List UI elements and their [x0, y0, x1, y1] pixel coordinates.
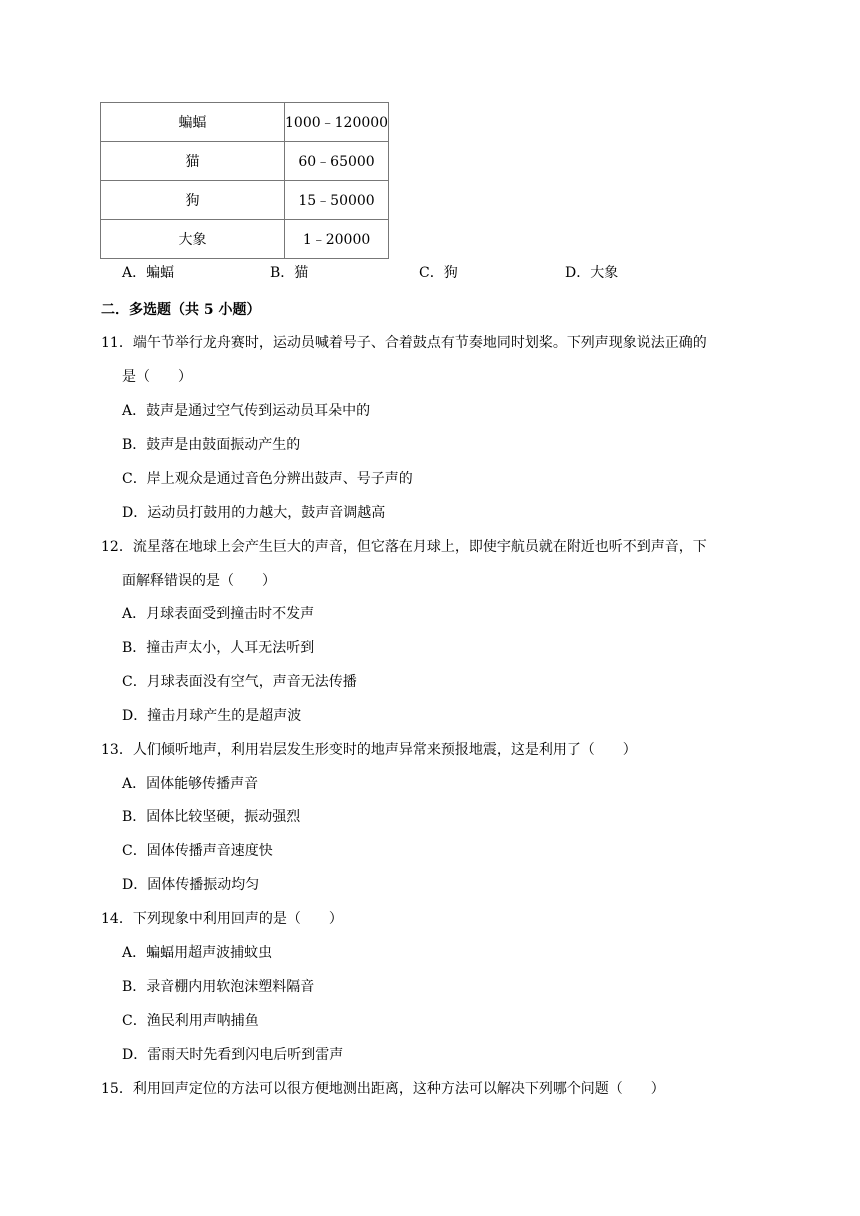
option-d: D．大象	[565, 265, 619, 281]
question-15-stem: 15．利用回声定位的方法可以很方便地测出距离，这种方法可以解决下列哪个问题（ ）	[101, 1081, 665, 1097]
question-12-option-a: A．月球表面受到撞击时不发声	[122, 606, 315, 622]
question-14-stem: 14．下列现象中利用回声的是（ ）	[101, 911, 343, 927]
animal-cell: 猫	[101, 142, 285, 181]
question-13-option-c: C．固体传播声音速度快	[122, 843, 273, 859]
table-row	[101, 181, 389, 220]
question-11-option-d: D．运动员打鼓用的力越大，鼓声音调越高	[122, 505, 386, 521]
range-cell: 60﹣65000	[285, 142, 389, 181]
question-14-option-b: B．录音棚内用软泡沫塑料隔音	[122, 979, 315, 995]
question-12-option-d: D．撞击月球产生的是超声波	[122, 708, 302, 724]
table-row	[101, 142, 389, 181]
animal-cell: 蝙蝠	[101, 103, 285, 142]
question-13-option-d: D．固体传播振动均匀	[122, 877, 260, 893]
question-14-option-d: D．雷雨天时先看到闪电后听到雷声	[122, 1047, 344, 1063]
question-13-option-b: B．固体比较坚硬，振动强烈	[122, 809, 301, 825]
question-13-option-a: A．固体能够传播声音	[122, 776, 259, 792]
question-11-option-c: C．岸上观众是通过音色分辨出鼓声、号子声的	[122, 471, 413, 487]
question-12-stem: 12．流星落在地球上会产生巨大的声音，但它落在月球上，即使宇航员就在附近也听不到声音，下	[101, 539, 707, 555]
range-cell: 15﹣50000	[285, 181, 389, 220]
section-title: 二．多选题（共 5 小题）	[101, 302, 261, 318]
q10-options	[122, 262, 762, 284]
table-row	[101, 220, 389, 259]
question-11-option-b: B．鼓声是由鼓面振动产生的	[122, 437, 301, 453]
question-11-stem-cont: 是（ ）	[122, 369, 192, 385]
option-a: A．蝙蝠	[122, 265, 175, 281]
option-b: B．猫	[270, 265, 309, 281]
question-14-option-c: C．渔民利用声呐捕鱼	[122, 1013, 259, 1029]
question-13-stem: 13．人们倾听地声，利用岩层发生形变时的地声异常来预报地震，这是利用了（ ）	[101, 742, 637, 758]
animal-cell: 狗	[101, 181, 285, 220]
animal-cell: 大象	[101, 220, 285, 259]
range-cell: 1﹣20000	[285, 220, 389, 259]
question-11-option-a: A．鼓声是通过空气传到运动员耳朵中的	[122, 403, 371, 419]
table-row	[101, 103, 389, 142]
question-12-option-b: B．撞击声太小，人耳无法听到	[122, 640, 315, 656]
question-12-option-c: C．月球表面没有空气，声音无法传播	[122, 674, 357, 690]
question-11-stem: 11．端午节举行龙舟赛时，运动员喊着号子、合着鼓点有节奏地同时划桨。下列声现象说法正确的	[101, 335, 707, 351]
question-12-stem-cont: 面解释错误的是（ ）	[122, 573, 276, 589]
range-cell: 1000﹣120000	[285, 103, 389, 142]
hearing-range-table	[100, 102, 389, 259]
question-14-option-a: A．蝙蝠用超声波捕蚊虫	[122, 945, 273, 961]
option-c: C．狗	[419, 265, 458, 281]
